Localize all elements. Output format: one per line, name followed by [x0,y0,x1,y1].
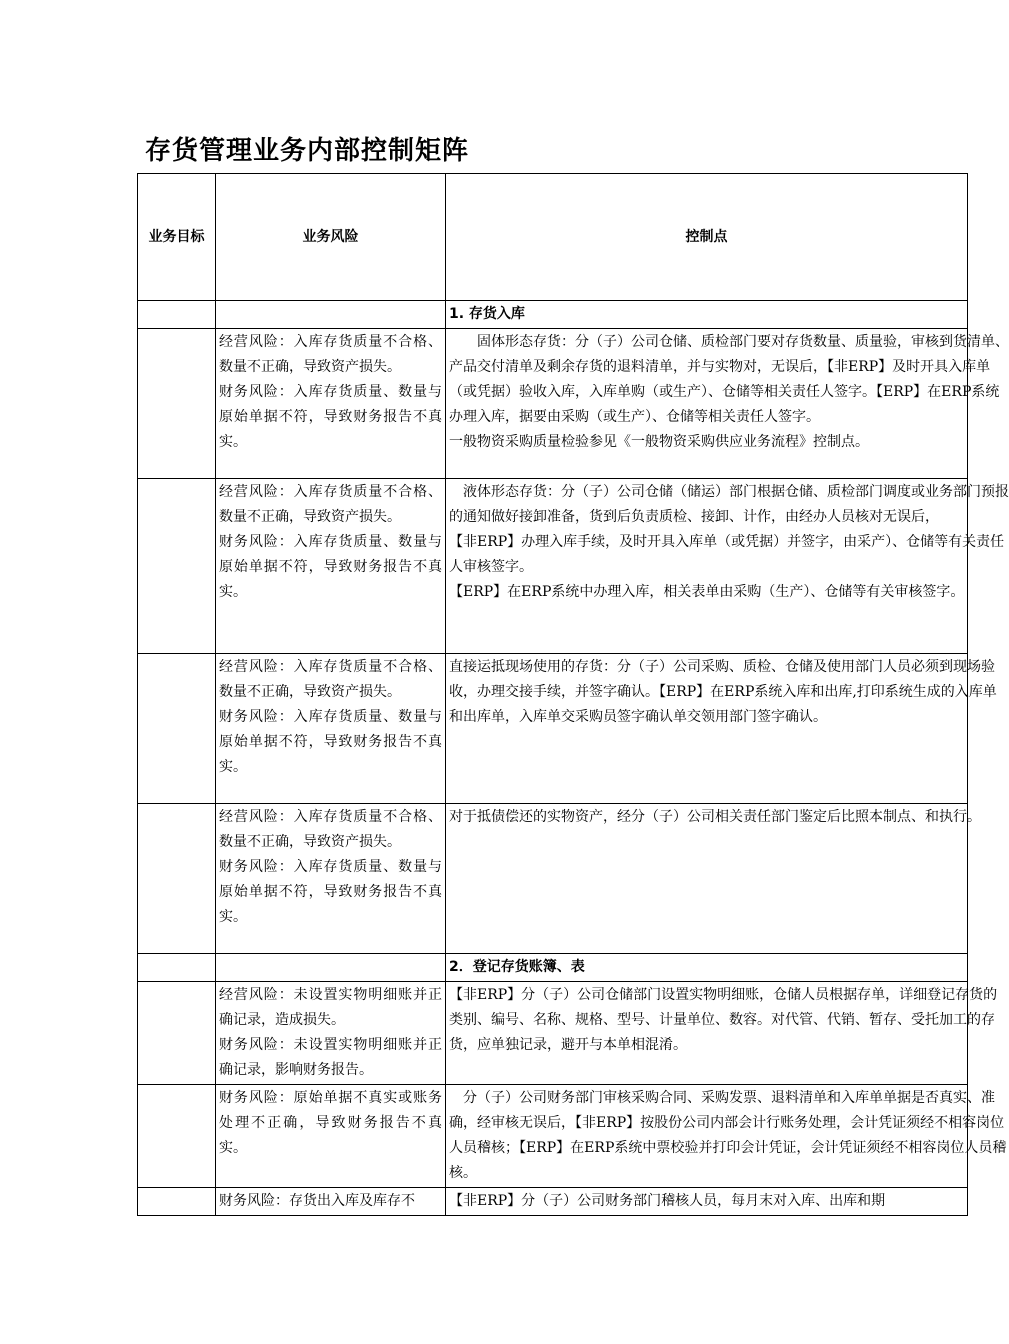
table-row [138,329,968,479]
control-cell [446,1085,1007,1188]
control-text: 【非ERP】分（子）公司财务部门稽核人员，每月末对入库、出库和期 [449,1193,886,1209]
table-row [138,1188,968,1216]
section-risk-cell [216,954,446,982]
control-cell [446,804,981,954]
control-cell [446,654,997,804]
risk-cell [216,982,446,1085]
goal-cell [138,329,216,479]
control-matrix-table [137,173,1009,1216]
control-cell [446,329,1009,479]
table-row [138,479,968,654]
control-text: 【非ERP】分（子）公司仓储部门设置实物明细账，仓储人员根据存单，详细登记存货的类别、编号、名称、规格、型号、计量单位、数容。对代管、代销、暂存、受托加工的存货，应单独记录，避开与本单相混淆。 [449,987,998,1053]
goal-cell [138,479,216,654]
risk-cell [216,1085,446,1188]
table-row [138,804,968,954]
goal-cell [138,1188,216,1216]
risk-cell [216,329,446,479]
risk-cell [216,804,446,954]
control-cell [446,982,998,1085]
control-text: 液体形态存货：分（子）公司仓储（储运）部门根据仓储、质检部门调度或业务部门预报的通知做好接卸准备，货到后负责质检、接卸、计作，由经办人员核对无误后， 【非ERP】办理入库手续，及时开具入库单（或凭据）并签字，由采产）、仓储等有关责任人审核签字。 【ERP】在ERP系统中办理入库，相关表单由采购（生产）、仓储等有关审核签字。 [449,484,1009,600]
control-text: 对于抵债偿还的实物资产，经分（子）公司相关责任部门鉴定后比照本制点、和执行。 [449,809,981,825]
risk-text: 经营风险：未设置实物明细账并正确记录，造成损失。 财务风险：未设置实物明细账并正确记录，影响财务报告。 [219,987,442,1078]
section-risk-cell [216,301,446,329]
control-cell [446,479,1009,654]
section-row [138,954,968,982]
control-text: 固体形态存货：分（子）公司仓储、质检部门要对存货数量、质量验，审核到货清单、产品交付清单及剩余存货的退料清单，并与实物对，无误后，【非ERP】及时开具入库单（或凭据）验收入库，入库单购（或生产）、仓储等相关责任人签字。【ERP】在ERP系统办理入库，据要由采购（或生产）、仓储等相关责任人签字。 一般物资采购质量检验参见《一般物资采购供应业务流程》控制点。 [449,334,1009,450]
risk-cell [216,1188,446,1216]
header-business-risk: 业务风险 [216,174,446,301]
control-cell [446,1188,968,1216]
risk-text: 经营风险：入库存货质量不合格、数量不正确，导致资产损失。 财务风险：入库存货质量、数量与原始单据不符，导致财务报告不真实。 [219,809,442,925]
risk-text: 经营风险：入库存货质量不合格、数量不正确，导致资产损失。 财务风险：入库存货质量、数量与原始单据不符，导致财务报告不真实。 [219,334,442,450]
goal-cell [138,982,216,1085]
section-label: 1. 存货入库 [446,301,968,329]
section-row [138,301,968,329]
goal-cell [138,654,216,804]
table-row [138,654,968,804]
control-text: 分（子）公司财务部门审核采购合同、采购发票、退料清单和入库单单据是否真实、准确，经审核无误后，【非ERP】按股份公司内部会计行账务处理，会计凭证须经不相容岗位人员稽核；【ERP】在ERP系统中票校验并打印会计凭证，会计凭证须经不相容岗位人员稽核。 [449,1090,1007,1181]
section-label: 2．登记存货账簿、表 [446,954,968,982]
risk-text: 经营风险：入库存货质量不合格、数量不正确，导致资产损失。 财务风险：入库存货质量、数量与原始单据不符，导致财务报告不真实。 [219,484,442,600]
risk-text: 经营风险：入库存货质量不合格、数量不正确，导致资产损失。 财务风险：入库存货质量、数量与原始单据不符，导致财务报告不真实。 [219,659,442,775]
table-row [138,1085,968,1188]
goal-cell [138,804,216,954]
header-control-point: 控制点 [446,174,968,301]
section-goal-cell [138,301,216,329]
risk-text: 财务风险：原始单据不真实或账务处理不正确，导致财务报告不真实。 [219,1090,442,1156]
header-business-goal: 业务目标 [138,174,216,301]
risk-text: 财务风险：存货出入库及库存不 [219,1193,415,1209]
table-row [138,982,968,1085]
section-goal-cell [138,954,216,982]
page-title: 存货管理业务内部控制矩阵 [145,136,470,166]
goal-cell [138,1085,216,1188]
risk-cell [216,654,446,804]
risk-cell [216,479,446,654]
table-header-row [138,174,968,301]
control-text: 直接运抵现场使用的存货：分（子）公司采购、质检、仓储及使用部门人员必须到现场验收，办理交接手续，并签字确认。【ERP】在ERP系统入库和出库,打印系统生成的入库单和出库单，入库单交采购员签字确认单交领用部门签字确认。 [449,659,997,725]
